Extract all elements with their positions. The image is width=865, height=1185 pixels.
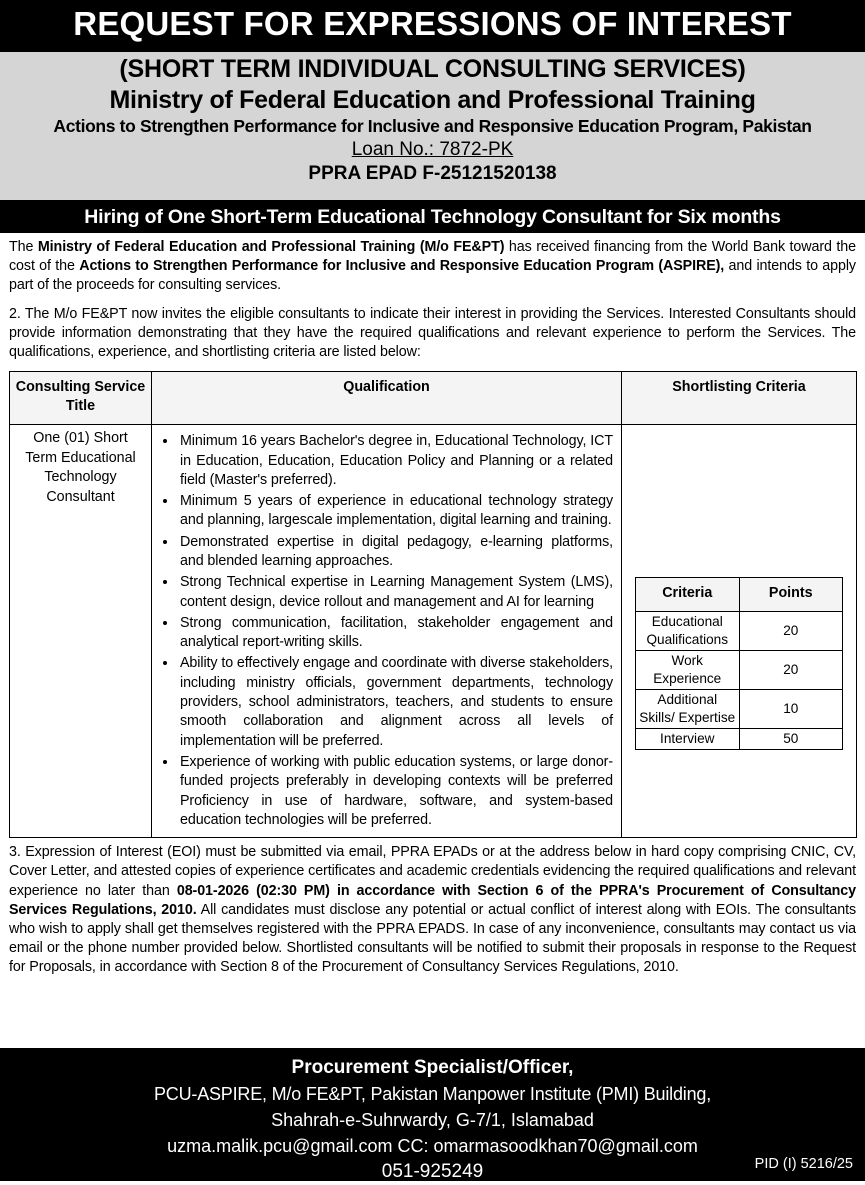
p1-part-a: The [9,239,38,255]
document-body [0,233,865,1048]
criteria-points: 20 [739,651,843,690]
page-title: REQUEST FOR EXPRESSIONS OF INTEREST [73,5,792,42]
list-item: • Minimum 16 years Bachelor's degree in, Educational Technology, ICT in Education, Education, Education Policy and Planning or a related field (Master's preferred). [178,431,613,490]
paragraph-1 [9,238,856,296]
footer-officer-title: Procurement Specialist/Officer, [291,1057,574,1078]
criteria-header-row [636,578,843,612]
qualification-table [9,371,857,838]
criteria-name: Work Experience [636,651,740,690]
criteria-points: 50 [739,729,843,750]
p1-part-e: and intends to apply part of the proceeds for consulting services. [9,258,856,294]
criteria-header-points: Points [739,578,843,612]
list-item: • Minimum 5 years of experience in educational technology strategy and planning, largescale implementation, digital learning and training. [178,491,613,531]
paragraph-2: 2. The M/o FE&PT now invites the eligible consultants to indicate their interest in providing the Services. Interested Consultants should provide information demonstrating that they have the required qualifications and relevant experience to perform the Services. The qualifications, experience, and shortlisting criteria are listed below: [9,305,856,361]
list-item: • Ability to effectively engage and coordinate with diverse stakeholders, including ministry officials, government departments, technology providers, school administrators, teachers, and students to ensure smooth collaboration and alignment across all levels of implementation will be preferred. [178,653,613,750]
header-ministry: Ministry of Federal Education and Professional Training [109,86,756,114]
p3-deadline-bold: 08-01-2026 (02:30 PM) in accordance with Section 6 of the PPRA's Procurement of Consultancy Services Regulations, 2010. [9,882,857,918]
table-header-row [10,372,857,425]
shortlisting-criteria-table [635,577,843,750]
footer-email[interactable]: uzma.malik.pcu@gmail.com CC: omarmasoodkhan70@gmail.com [167,1136,698,1156]
footer-address-line-1: PCU-ASPIRE, M/o FE&PT, Pakistan Manpower Institute (PMI) Building, [154,1084,711,1104]
list-item: • Strong Technical expertise in Learning Management System (LMS), content design, device rollout and management and AI for learning [178,572,613,612]
criteria-row [636,651,843,690]
cell-qualifications [152,425,622,838]
title-bar [0,0,865,51]
footer-phone[interactable]: 051-925249 [381,1161,484,1182]
criteria-points: 10 [739,690,843,729]
paragraph-3 [9,843,856,977]
contact-footer [0,1048,865,1181]
table-header-shortlisting-criteria: Shortlisting Criteria [622,372,857,425]
criteria-name: Educational Qualifications [636,612,740,651]
footer-address-line-2: Shahrah-e-Suhrwardy, G-7/1, Islamabad [271,1110,594,1130]
p1-ministry-bold: Ministry of Federal Education and Professional Training (M/o FE&PT) [37,239,505,255]
p1-part-c: has received financing from the World Bank toward the cost of the [9,239,856,275]
table-header-consulting-service-title: Consulting Service Title [10,372,152,425]
p1-aspire-bold: Actions to Strengthen Performance for Inclusive and Responsive Education Program (ASPIRE), [79,258,725,275]
header-gray-block [0,51,865,202]
list-item: • Strong communication, facilitation, stakeholder engagement and analytical report-writing skills. [178,613,613,653]
hiring-banner-label: Hiring of One Short-Term Educational Technology Consultant for Six months [84,206,781,228]
p3-part-a: 3. Expression of Interest (EOI) must be submitted via email, PPRA EPADs or at the address below in hard copy comprising CNIC, CV, Cover Letter, and attested copies of experience certificates and academic credentials evidencing the required qualifications and relevant experience no later than [9,844,856,899]
table-header-qualification: Qualification [152,372,622,425]
hiring-banner [0,202,865,233]
criteria-name: Additional Skills/ Expertise [636,690,740,729]
cell-service-title: One (01) Short Term Educational Technology Consultant [10,425,152,838]
criteria-row [636,612,843,651]
p3-part-c: All candidates must disclose any potential or actual conflict of interest along with EOIs. The consultants who wish to apply shall get themselves registered with the PPRA EPADS. In case of any inconvenience, consultants may contact us via email or the phone number provided below. Shortlisted consultants will be notified to submit their proposals in response to the Request for Proposals, in accordance with Section 8 of the Procurement of Consultancy Services Regulations, 2010. [9,901,857,976]
criteria-table-holder [622,425,856,750]
criteria-row [636,729,843,750]
header-loan-number: Loan No.: 7872-PK [351,139,514,160]
qualification-list [156,431,613,830]
table-row [10,425,857,838]
header-ppra-epad: PPRA EPAD F-25121520138 [308,163,557,184]
footer-pid: PID (I) 5216/25 [754,1156,853,1172]
header-subtitle: (SHORT TERM INDIVIDUAL CONSULTING SERVICES) [119,55,746,83]
criteria-name: Interview [636,729,740,750]
header-program: Actions to Strengthen Performance for Inclusive and Responsive Education Program, Pakistan [53,116,812,136]
list-item: • Experience of working with public education systems, or large donor- funded projects preferably in developing contexts will be preferred Proficiency in use of hardware, software, and system-based education technologies will be preferred. [178,752,613,830]
criteria-points: 20 [739,612,843,651]
list-item: • Demonstrated expertise in digital pedagogy, e-learning platforms, and blended learning approaches. [178,532,613,572]
cell-shortlisting-criteria [622,425,857,838]
criteria-header-name: Criteria [636,578,740,612]
criteria-row [636,690,843,729]
